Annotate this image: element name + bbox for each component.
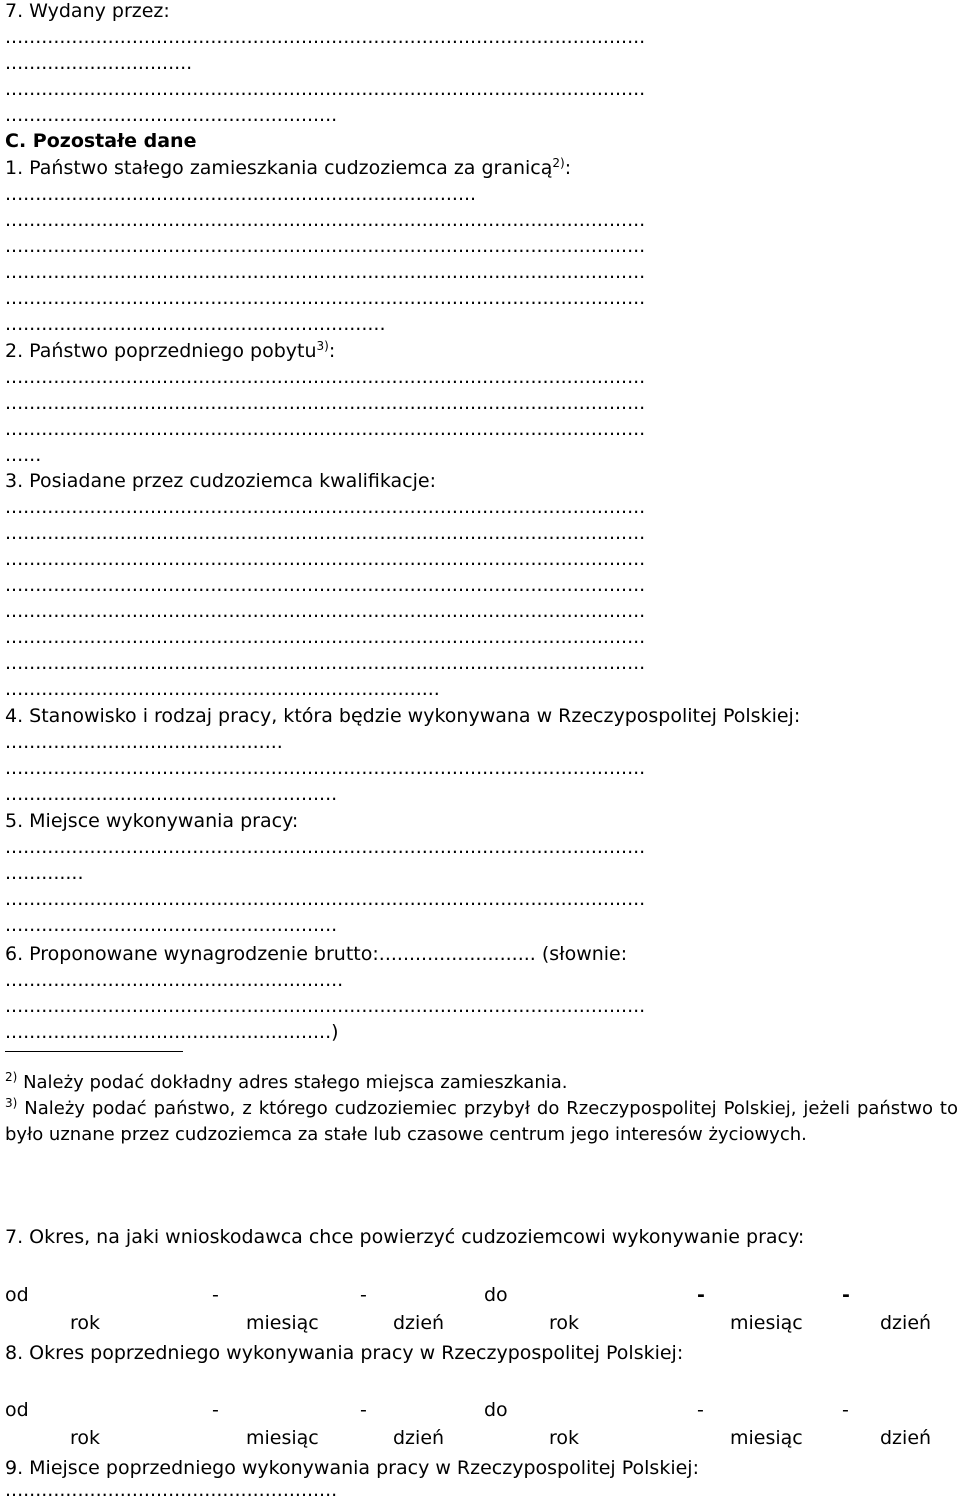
fill-line[interactable]: ..........................................................................................................	[5, 366, 646, 388]
fill-line[interactable]: .......................................................	[5, 914, 338, 936]
fill-line[interactable]: ........................................................................	[5, 678, 440, 700]
fill-line[interactable]: ..........................................................................................................	[5, 757, 646, 779]
fill-line[interactable]: ..........................................................................................................	[5, 392, 646, 414]
item1-label: 1. Państwo stałego zamieszkania cudzoziemca za granicą$^{2)}$:	[5, 156, 572, 179]
fill-line[interactable]: ..........................................................................................................	[5, 995, 646, 1017]
footnote-2: $^{2)}$ Należy podać dokładny adres stałego miejsca zamieszkania.	[5, 1070, 568, 1093]
date-separator: -	[212, 1284, 219, 1306]
fill-line[interactable]: ..........................................................................................................	[5, 235, 646, 257]
item9-label: 9. Miejsce poprzedniego wykonywania pracy w Rzeczypospolitej Polskiej:	[5, 1457, 699, 1479]
fill-line[interactable]: ..........................................................................................................	[5, 626, 646, 648]
item7-label: 7. Okres, na jaki wnioskodawca chce powierzyć cudzoziemcowi wykonywanie pracy:	[5, 1226, 805, 1248]
day-label: dzień	[393, 1427, 445, 1449]
fill-line[interactable]: ...............................................................	[5, 313, 386, 335]
item3-label: 3. Posiadane przez cudzoziemca kwalifikacje:	[5, 470, 436, 492]
fill-line[interactable]: .............	[5, 862, 84, 884]
item5-label: 5. Miejsce wykonywania pracy:	[5, 810, 299, 832]
year-label: rok	[549, 1427, 580, 1449]
month-label: miesiąc	[246, 1312, 319, 1334]
item-wydany-przez-label: 7. Wydany przez:	[5, 0, 170, 22]
date-separator: -	[360, 1284, 367, 1306]
fill-line[interactable]: .......................................................	[5, 1479, 338, 1501]
fill-line[interactable]: ..........................................................................................................	[5, 78, 646, 100]
fill-line[interactable]: ..........................................................................................................	[5, 548, 646, 570]
fill-line[interactable]: ..........................................................................................................	[5, 418, 646, 440]
fill-line[interactable]: ..........................................................................................................	[5, 836, 646, 858]
month-label: miesiąc	[730, 1427, 803, 1449]
year-label: rok	[549, 1312, 580, 1334]
fill-line[interactable]: ..........................................................................................................	[5, 287, 646, 309]
period-from-label: od	[5, 1284, 29, 1306]
fill-line[interactable]: ..........................................................................................................	[5, 888, 646, 910]
fill-line[interactable]: .......................................................	[5, 104, 338, 126]
fill-line[interactable]: ..........................................................................................................	[5, 209, 646, 231]
date-separator: -	[360, 1399, 367, 1421]
date-separator: -	[212, 1399, 219, 1421]
day-label: dzień	[880, 1312, 932, 1334]
footnote-divider	[5, 1051, 183, 1052]
fill-line[interactable]: ..............................................................................	[5, 183, 477, 205]
month-label: miesiąc	[246, 1427, 319, 1449]
period-from-label: od	[5, 1399, 29, 1421]
fill-line[interactable]: ......................................................)	[5, 1021, 339, 1043]
day-label: dzień	[393, 1312, 445, 1334]
fill-line[interactable]: ..........................................................................................................	[5, 574, 646, 596]
fill-line[interactable]: ..........................................................................................................	[5, 600, 646, 622]
item6-label: 6. Proponowane wynagrodzenie brutto:.......................... (słownie:	[5, 943, 628, 965]
fill-line[interactable]: ..........................................................................................................	[5, 652, 646, 674]
section-heading: C. Pozostałe dane	[5, 130, 197, 152]
date-separator: -	[697, 1399, 704, 1421]
fill-line[interactable]: ..........................................................................................................	[5, 261, 646, 283]
month-label: miesiąc	[730, 1312, 803, 1334]
salary-fill[interactable]: ..........................	[378, 943, 536, 965]
fill-line[interactable]: ..........................................................................................................	[5, 522, 646, 544]
fill-line[interactable]: ..............................................	[5, 731, 283, 753]
year-label: rok	[70, 1312, 101, 1334]
fill-line[interactable]: .......................................................	[5, 783, 338, 805]
item2-label: 2. Państwo poprzedniego pobytu$^{3)}$:	[5, 339, 336, 362]
footnote-ref: 3)	[316, 339, 329, 353]
fill-line[interactable]: ........................................................	[5, 969, 344, 991]
item4-label: 4. Stanowisko i rodzaj pracy, która będzie wykonywana w Rzeczypospolitej Polskiej:	[5, 705, 801, 727]
fill-line[interactable]: ..........................................................................................................	[5, 26, 646, 48]
period-to-label: do	[484, 1399, 508, 1421]
period-to-label: do	[484, 1284, 508, 1306]
footnote-ref: 2)	[552, 156, 565, 170]
fill-line[interactable]: ...............................	[5, 52, 193, 74]
day-label: dzień	[880, 1427, 932, 1449]
fill-line[interactable]: ......	[5, 444, 42, 466]
year-label: rok	[70, 1427, 101, 1449]
fill-line[interactable]: ..........................................................................................................	[5, 496, 646, 518]
footnote-3: $^{3)}$ Należy podać państwo, z którego cudzoziemiec przybył do Rzeczypospolitej Polskiej, jeżeli państwo to było uznane przez cudzoziemca za stałe lub czasowe centrum jego interesów życiowych.	[5, 1096, 958, 1145]
item8-label: 8. Okres poprzedniego wykonywania pracy w Rzeczypospolitej Polskiej:	[5, 1342, 684, 1364]
date-separator: -	[842, 1284, 850, 1306]
date-separator: -	[697, 1284, 705, 1306]
date-separator: -	[842, 1399, 849, 1421]
